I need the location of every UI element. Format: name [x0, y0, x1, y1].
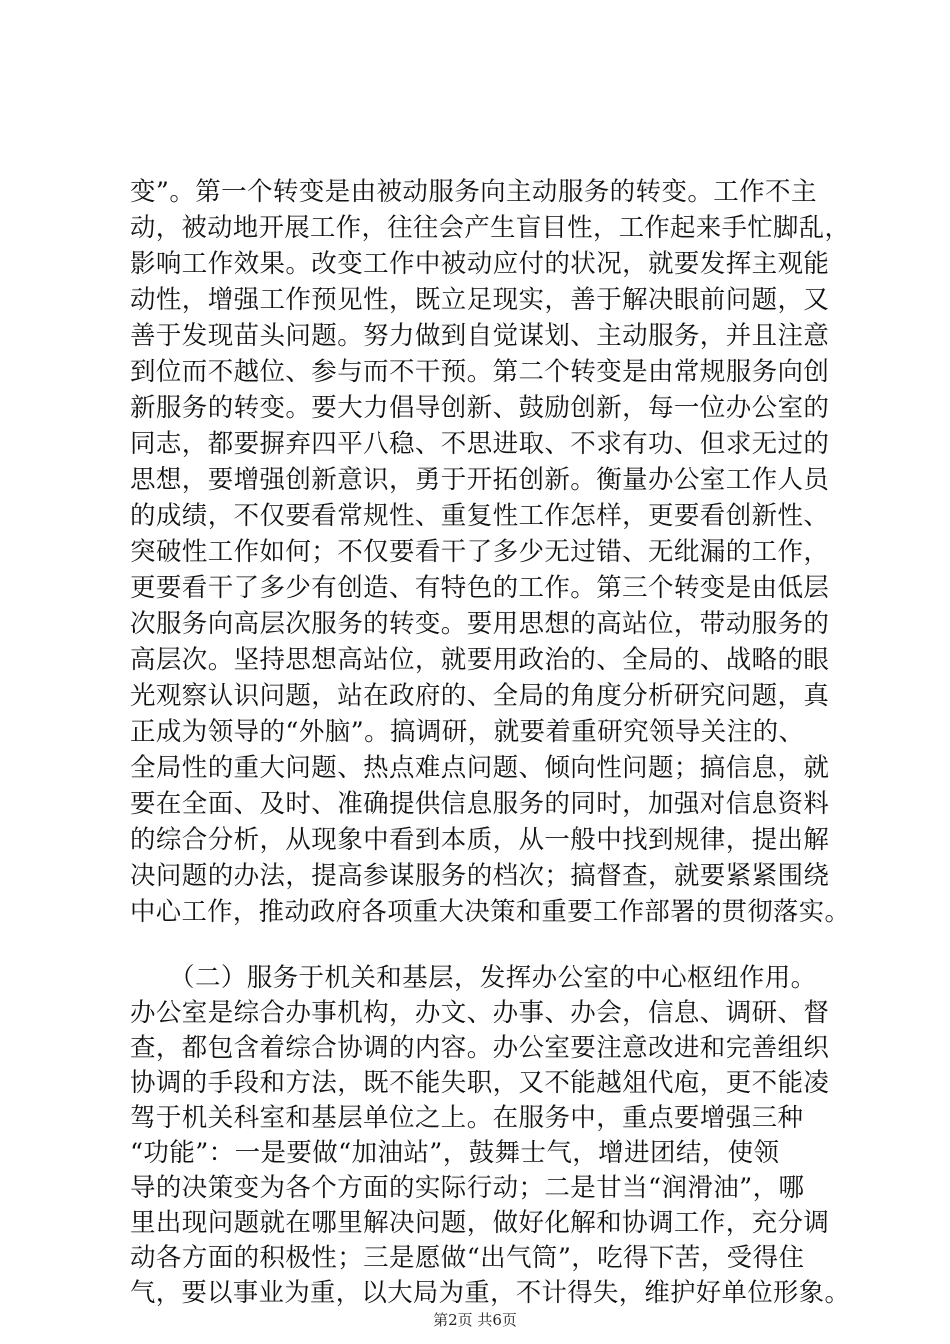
page-footer: 第2页 共6页 [433, 1311, 517, 1329]
text-line: 更要看干了多少有创造、有特色的工作。第三个转变是由低层 [130, 573, 830, 603]
text-line: 同志，都要摒弃四平八稳、不思进取、不求有功、但求无过的 [130, 429, 830, 459]
text-line: （二）服务于机关和基层，发挥办公室的中心枢纽作用。 [130, 963, 817, 993]
text-line: 动，被动地开展工作，往往会产生盲目性，工作起来手忙脚乱， [130, 213, 851, 243]
text-line: 动性，增强工作预见性，既立足现实，善于解决眼前问题，又 [130, 285, 830, 315]
text-line: 查，都包含着综合协调的内容。办公室要注意改进和完善组织 [130, 1033, 830, 1063]
text-line: 高层次。坚持思想高站位，就要用政治的、全局的、战略的眼 [130, 645, 830, 675]
text-line: 的成绩，不仅要看常规性、重复性工作怎样，更要看创新性、 [130, 501, 830, 531]
text-line: 光观察认识问题，站在政府的、全局的角度分析研究问题，真 [130, 681, 830, 711]
text-line: 要在全面、及时、准确提供信息服务的同时，加强对信息资料 [130, 789, 830, 819]
text-line: 思想，要增强创新意识，勇于开拓创新。衡量办公室工作人员 [130, 465, 830, 495]
text-line: 动各方面的积极性；三是愿做“出气筒”，吃得下苦，受得住 [130, 1243, 805, 1273]
text-line: 气，要以事业为重，以大局为重，不计得失，维护好单位形象。 [130, 1278, 851, 1308]
text-line: 善于发现苗头问题。努力做到自觉谋划、主动服务，并且注意 [130, 321, 830, 351]
text-line: 突破性工作如何；不仅要看干了多少无过错、无纰漏的工作， [130, 537, 830, 567]
text-line: 驾于机关科室和基层单位之上。在服务中，重点要增强三种 [130, 1103, 804, 1133]
text-line: 到位而不越位、参与而不干预。第二个转变是由常规服务向创 [130, 357, 830, 387]
text-line: 影响工作效果。改变工作中被动应付的状况，就要发挥主观能 [130, 249, 830, 279]
text-line: 协调的手段和方法，既不能失职，又不能越俎代庖，更不能凌 [130, 1068, 830, 1098]
text-line: 正成为领导的“外脑”。搞调研，就要着重研究领导关注的、 [130, 717, 805, 747]
text-line: 办公室是综合办事机构，办文、办事、办会，信息、调研、督 [130, 998, 830, 1028]
text-line: 里出现问题就在哪里解决问题，做好化解和协调工作，充分调 [130, 1208, 830, 1238]
text-line: 全局性的重大问题、热点难点问题、倾向性问题；搞信息，就 [130, 753, 830, 783]
text-line: 次服务向高层次服务的转变。要用思想的高站位，带动服务的 [130, 609, 830, 639]
text-line: 的综合分析，从现象中看到本质，从一般中找到规律，提出解 [130, 825, 830, 855]
text-line: 决问题的办法，提高参谋服务的档次；搞督查，就要紧紧围绕 [130, 861, 830, 891]
text-line: 新服务的转变。要大力倡导创新、鼓励创新，每一位办公室的 [130, 393, 830, 423]
text-line: “功能”：一是要做“加油站”，鼓舞士气，增进团结，使领 [130, 1138, 780, 1168]
text-line: 中心工作，推动政府各项重大决策和重要工作部署的贯彻落实。 [130, 897, 851, 927]
text-line: 变”。第一个转变是由被动服务向主动服务的转变。工作不主 [130, 177, 817, 207]
text-line: 导的决策变为各个方面的实际行动；二是甘当“润滑油”，哪 [130, 1173, 805, 1203]
